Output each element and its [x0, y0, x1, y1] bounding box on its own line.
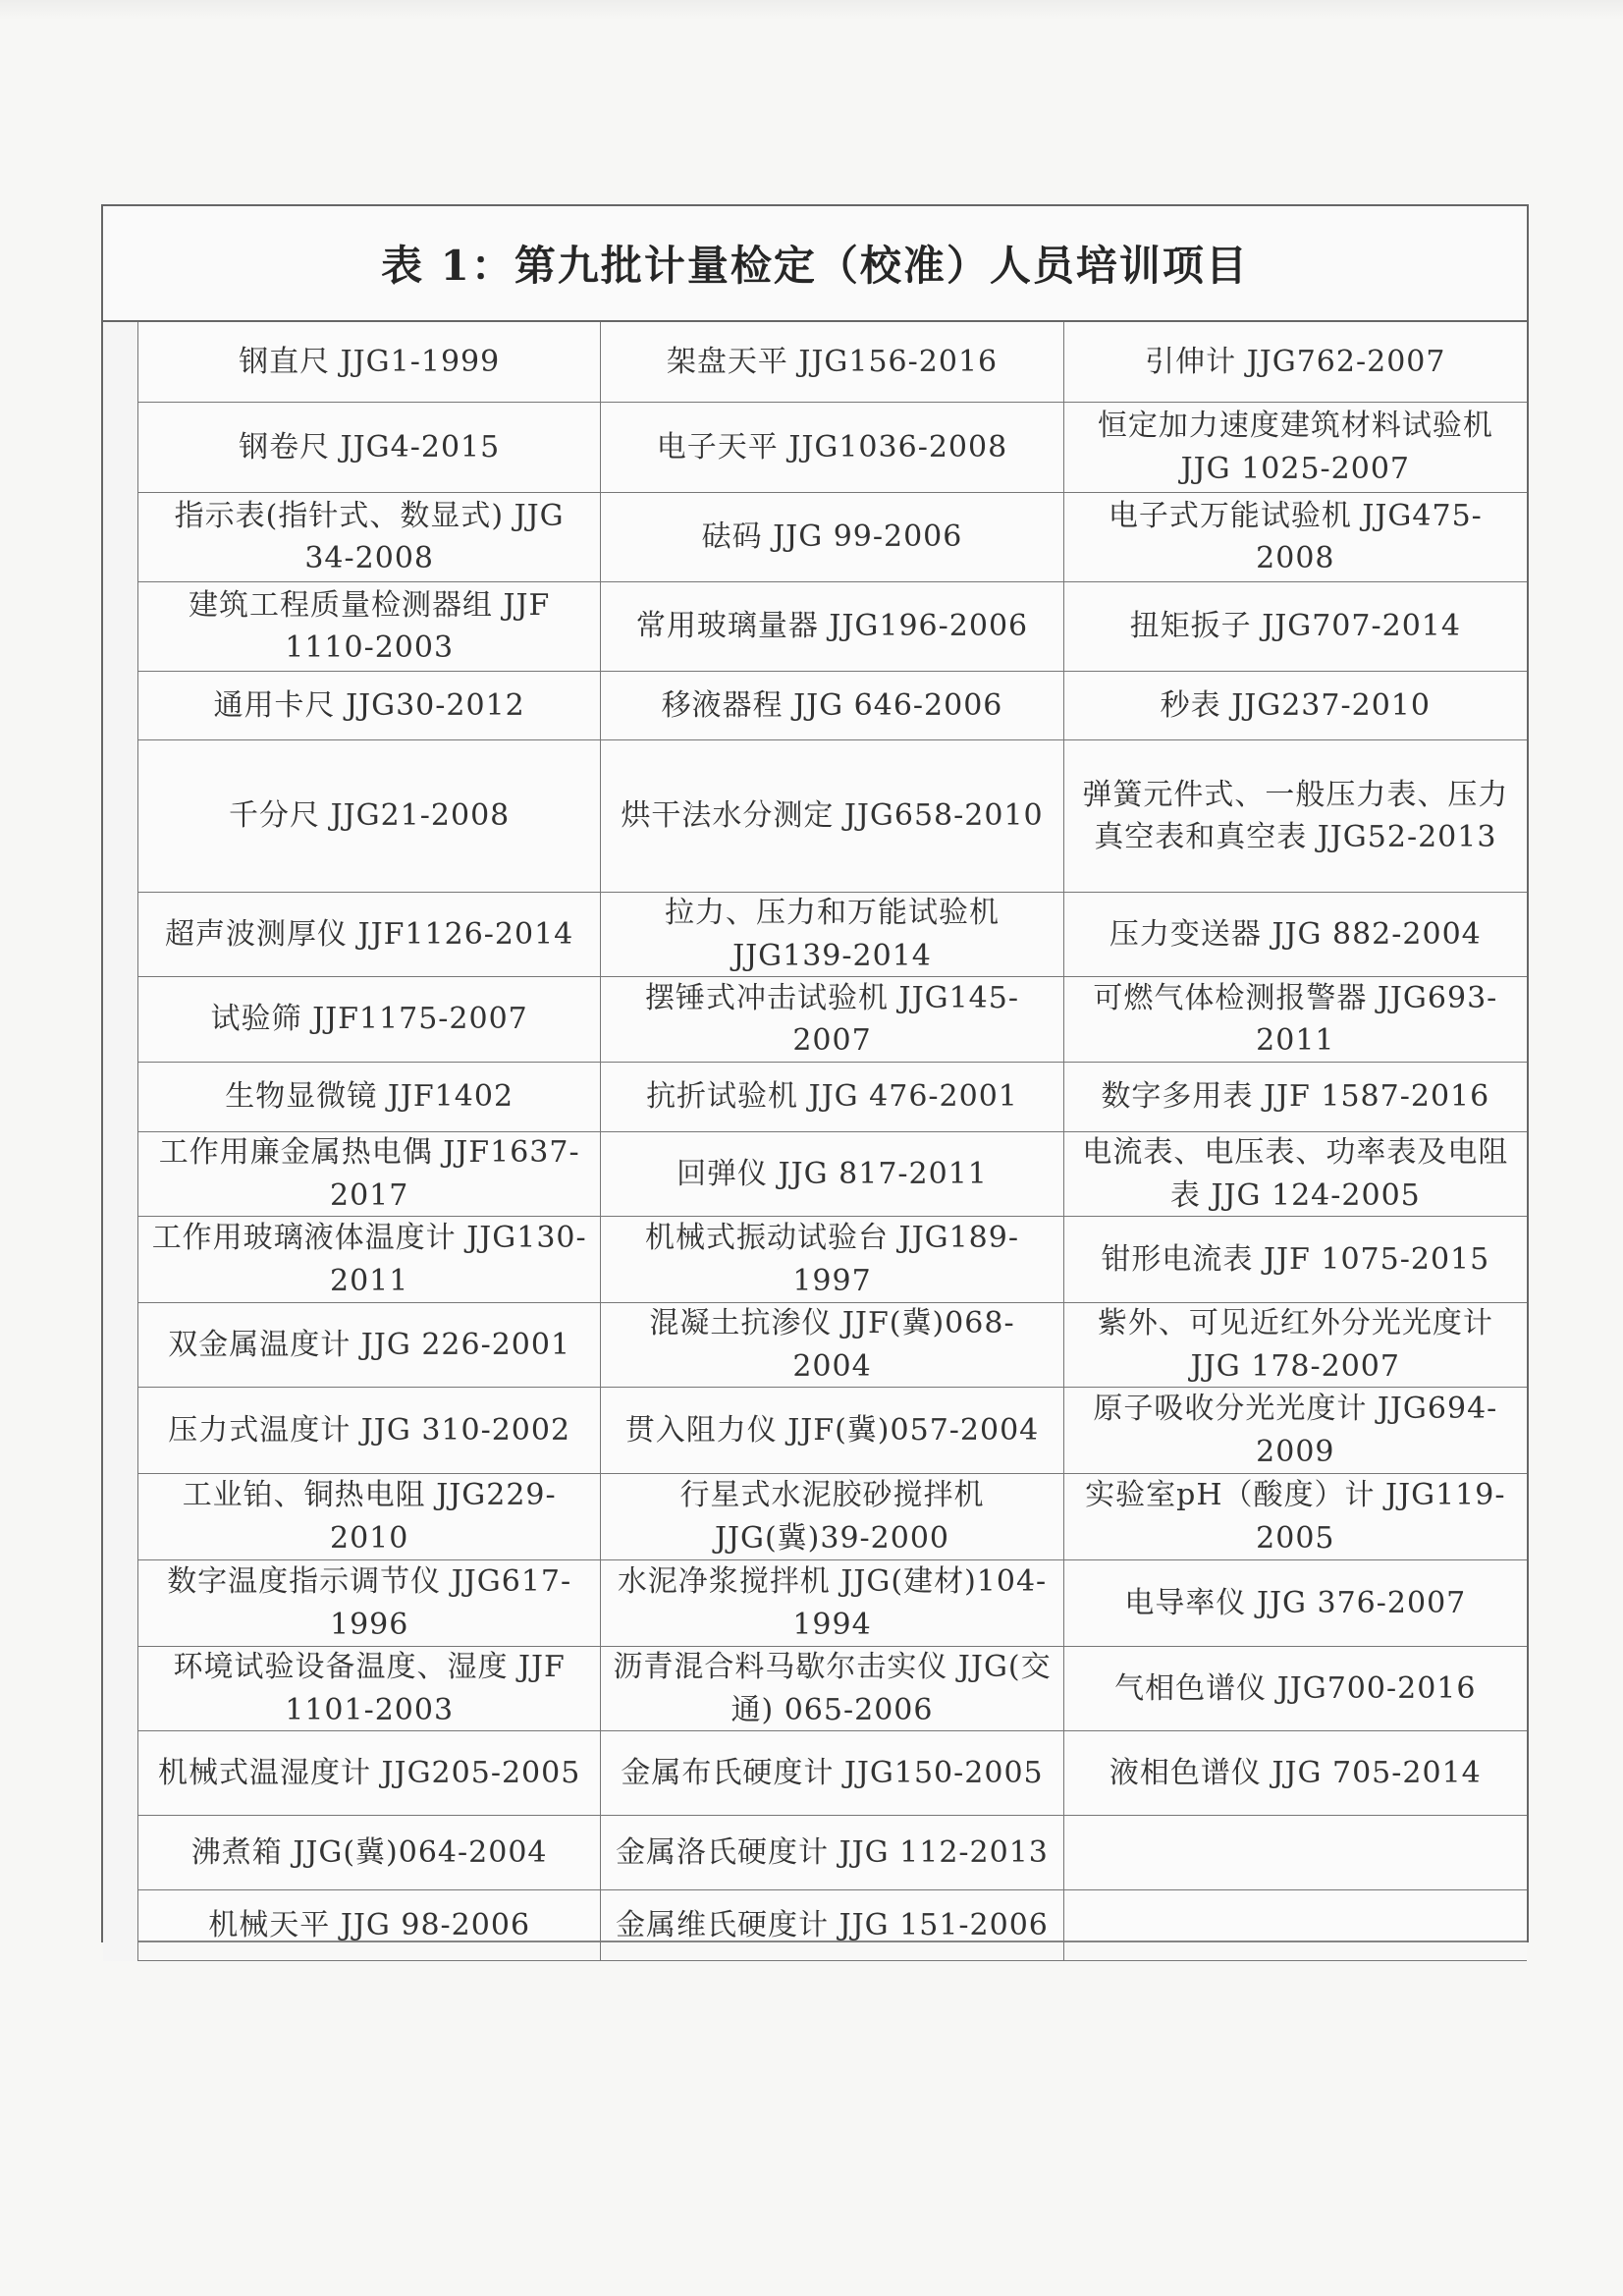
- table-cell: 可燃气体检测报警器 JJG693-2011: [1064, 977, 1527, 1063]
- table-cell: 环境试验设备温度、湿度 JJF 1101-2003: [138, 1647, 601, 1731]
- table-cell: 行星式水泥胶砂搅拌机 JJG(冀)39-2000: [601, 1474, 1063, 1560]
- table-cell: 电子式万能试验机 JJG475-2008: [1064, 493, 1527, 582]
- table-cell: 紫外、可见近红外分光光度计 JJG 178-2007: [1064, 1303, 1527, 1388]
- table-cell: 机械式温湿度计 JJG205-2005: [138, 1731, 601, 1816]
- table-cell: 千分尺 JJG21-2008: [138, 740, 601, 893]
- table-cell: 通用卡尺 JJG30-2012: [138, 672, 601, 740]
- table-cell: 工业铂、铜热电阻 JJG229-2010: [138, 1474, 601, 1560]
- training-items-table: [101, 204, 1529, 1942]
- table-cell: 机械天平 JJG 98-2006: [138, 1890, 601, 1961]
- table-cell: 金属维氏硬度计 JJG 151-2006: [601, 1890, 1063, 1961]
- table-cell: 压力变送器 JJG 882-2004: [1064, 893, 1527, 977]
- table-cell: 试验筛 JJF1175-2007: [138, 977, 601, 1063]
- table-cell: 常用玻璃量器 JJG196-2006: [601, 582, 1063, 672]
- table-cell: 双金属温度计 JJG 226-2001: [138, 1303, 601, 1388]
- table-cell: 指示表(指针式、数显式) JJG 34-2008: [138, 493, 601, 582]
- table-cell: 架盘天平 JJG156-2016: [601, 322, 1063, 403]
- table-cell: 数字温度指示调节仪 JJG617-1996: [138, 1560, 601, 1647]
- table-cell: 气相色谱仪 JJG700-2016: [1064, 1647, 1527, 1731]
- table-cell: 沸煮箱 JJG(冀)064-2004: [138, 1816, 601, 1890]
- table-cell: 砝码 JJG 99-2006: [601, 493, 1063, 582]
- table-cell: 建筑工程质量检测器组 JJF 1110-2003: [138, 582, 601, 672]
- table-cell: 引伸计 JJG762-2007: [1064, 322, 1527, 403]
- table-body: [103, 322, 1527, 1941]
- table-cell: 金属布氏硬度计 JJG150-2005: [601, 1731, 1063, 1816]
- table-cell: 水泥净浆搅拌机 JJG(建材)104-1994: [601, 1560, 1063, 1647]
- table-cell: 工作用玻璃液体温度计 JJG130-2011: [138, 1217, 601, 1303]
- table-cell: 烘干法水分测定 JJG658-2010: [601, 740, 1063, 893]
- table-cell: 超声波测厚仪 JJF1126-2014: [138, 893, 601, 977]
- table-title: 表 1：第九批计量检定（校准）人员培训项目: [381, 242, 1249, 290]
- table-cell: 扭矩扳子 JJG707-2014: [1064, 582, 1527, 672]
- table-cell: 工作用廉金属热电偶 JJF1637-2017: [138, 1132, 601, 1217]
- table-cell: [1064, 1890, 1527, 1961]
- table-cell: 电流表、电压表、功率表及电阻表 JJG 124-2005: [1064, 1132, 1527, 1217]
- left-index-column: [103, 322, 138, 1961]
- table-cell: 弹簧元件式、一般压力表、压力真空表和真空表 JJG52-2013: [1064, 740, 1527, 893]
- table-title-row: [103, 206, 1527, 322]
- table-cell: 沥青混合料马歇尔击实仪 JJG(交通) 065-2006: [601, 1647, 1063, 1731]
- table-cell: 机械式振动试验台 JJG189-1997: [601, 1217, 1063, 1303]
- table-cell: 原子吸收分光光度计 JJG694-2009: [1064, 1388, 1527, 1474]
- table-cell: 混凝土抗渗仪 JJF(冀)068-2004: [601, 1303, 1063, 1388]
- table-cell: 回弹仪 JJG 817-2011: [601, 1132, 1063, 1217]
- table-cell: 电导率仪 JJG 376-2007: [1064, 1560, 1527, 1647]
- table-cell: 电子天平 JJG1036-2008: [601, 403, 1063, 493]
- table-cell: 移液器程 JJG 646-2006: [601, 672, 1063, 740]
- table-cell: 恒定加力速度建筑材料试验机 JJG 1025-2007: [1064, 403, 1527, 493]
- table-cell: 实验室pH（酸度）计 JJG119-2005: [1064, 1474, 1527, 1560]
- table-cell: 拉力、压力和万能试验机 JJG139-2014: [601, 893, 1063, 977]
- table-cell: 钢卷尺 JJG4-2015: [138, 403, 601, 493]
- table-cell: 秒表 JJG237-2010: [1064, 672, 1527, 740]
- table-cell: 液相色谱仪 JJG 705-2014: [1064, 1731, 1527, 1816]
- table-cell: 金属洛氏硬度计 JJG 112-2013: [601, 1816, 1063, 1890]
- table-cell: 生物显微镜 JJF1402: [138, 1063, 601, 1132]
- table-cell: 贯入阻力仪 JJF(冀)057-2004: [601, 1388, 1063, 1474]
- scan-shadow: [0, 0, 1623, 20]
- table-cell: [1064, 1816, 1527, 1890]
- table-cell: 钢直尺 JJG1-1999: [138, 322, 601, 403]
- table-cell: 抗折试验机 JJG 476-2001: [601, 1063, 1063, 1132]
- table-grid: [138, 322, 1527, 1961]
- table-cell: 摆锤式冲击试验机 JJG145-2007: [601, 977, 1063, 1063]
- table-cell: 压力式温度计 JJG 310-2002: [138, 1388, 601, 1474]
- table-cell: 钳形电流表 JJF 1075-2015: [1064, 1217, 1527, 1303]
- table-cell: 数字多用表 JJF 1587-2016: [1064, 1063, 1527, 1132]
